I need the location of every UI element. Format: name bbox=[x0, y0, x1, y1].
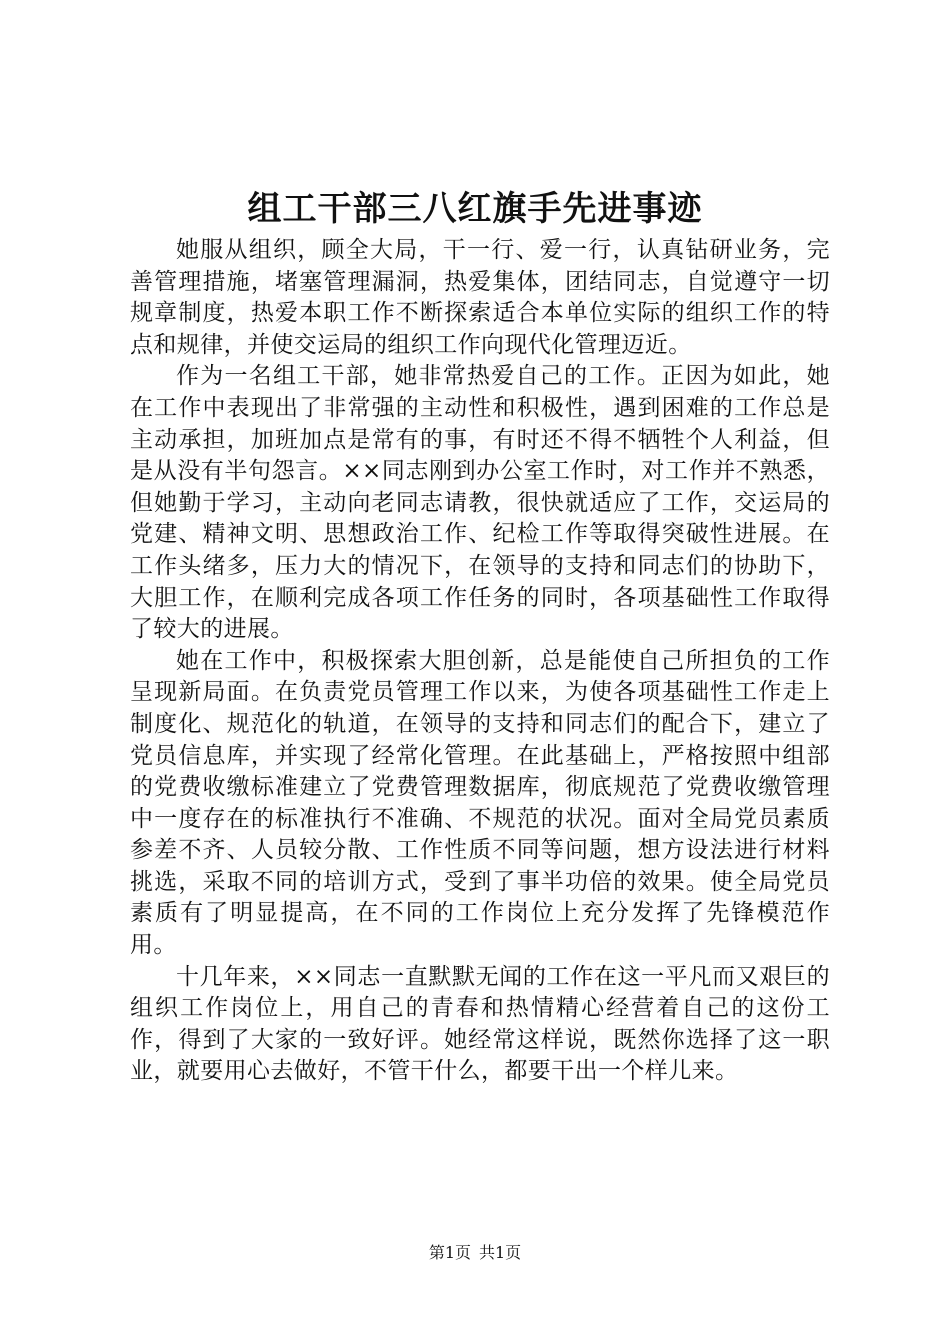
paragraph-2: 作为一名组工干部，她非常热爱自己的工作。正因为如此，她在工作中表现出了非常强的主动性和积极性，遇到困难的工作总是主动承担，加班加点是常有的事，有时还不得不牺牲个人利益，但是从没有半句怨言。××同志刚到办公室工作时，对工作并不熟悉，但她勤于学习，主动向老同志请教，很快就适应了工作，交运局的党建、精神文明、思想政治工作、纪检工作等取得突破性进展。在工作头绪多，压力大的情况下，在领导的支持和同志们的协助下，大胆工作，在顺利完成各项工作任务的同时，各项基础性工作取得了较大的进展。 bbox=[130, 363, 830, 643]
page-footer bbox=[0, 1242, 950, 1264]
document-body bbox=[130, 235, 830, 1088]
page-number-current: 第1页 bbox=[428, 1243, 471, 1262]
paragraph-4: 十几年来，××同志一直默默无闻的工作在这一平凡而又艰巨的组织工作岗位上，用自己的青春和热情精心经营着自己的这份工作，得到了大家的一致好评。她经常这样说，既然你选择了这一职业，就要用心去做好，不管干什么，都要干出一个样儿来。 bbox=[130, 963, 830, 1085]
document-title: 组工干部三八红旗手先进事迹 bbox=[247, 189, 703, 229]
paragraph-1: 她服从组织，顾全大局，干一行、爱一行，认真钻研业务，完善管理措施，堵塞管理漏洞，热爱集体，团结同志，自觉遵守一切规章制度，热爱本职工作不断探索适合本单位实际的组织工作的特点和规律，并使交运局的组织工作向现代化管理迈近。 bbox=[130, 237, 830, 358]
paragraph-3: 她在工作中，积极探索大胆创新，总是能使自己所担负的工作呈现新局面。在负责党员管理工作以来，为使各项基础性工作走上制度化、规范化的轨道，在领导的支持和同志们的配合下，建立了党员信息库，并实现了经常化管理。在此基础上，严格按照中组部的党费收缴标准建立了党费管理数据库，彻底规范了党费收缴管理中一度存在的标准执行不准确、不规范的状况。面对全局党员素质参差不齐、人员较分散、工作性质不同等问题，想方设法进行材料挑选，采取不同的培训方式，受到了事半功倍的效果。使全局党员素质有了明显提高，在不同的工作岗位上充分发挥了先锋模范作用。 bbox=[130, 647, 830, 959]
page-number-total: 共1页 bbox=[479, 1243, 522, 1262]
